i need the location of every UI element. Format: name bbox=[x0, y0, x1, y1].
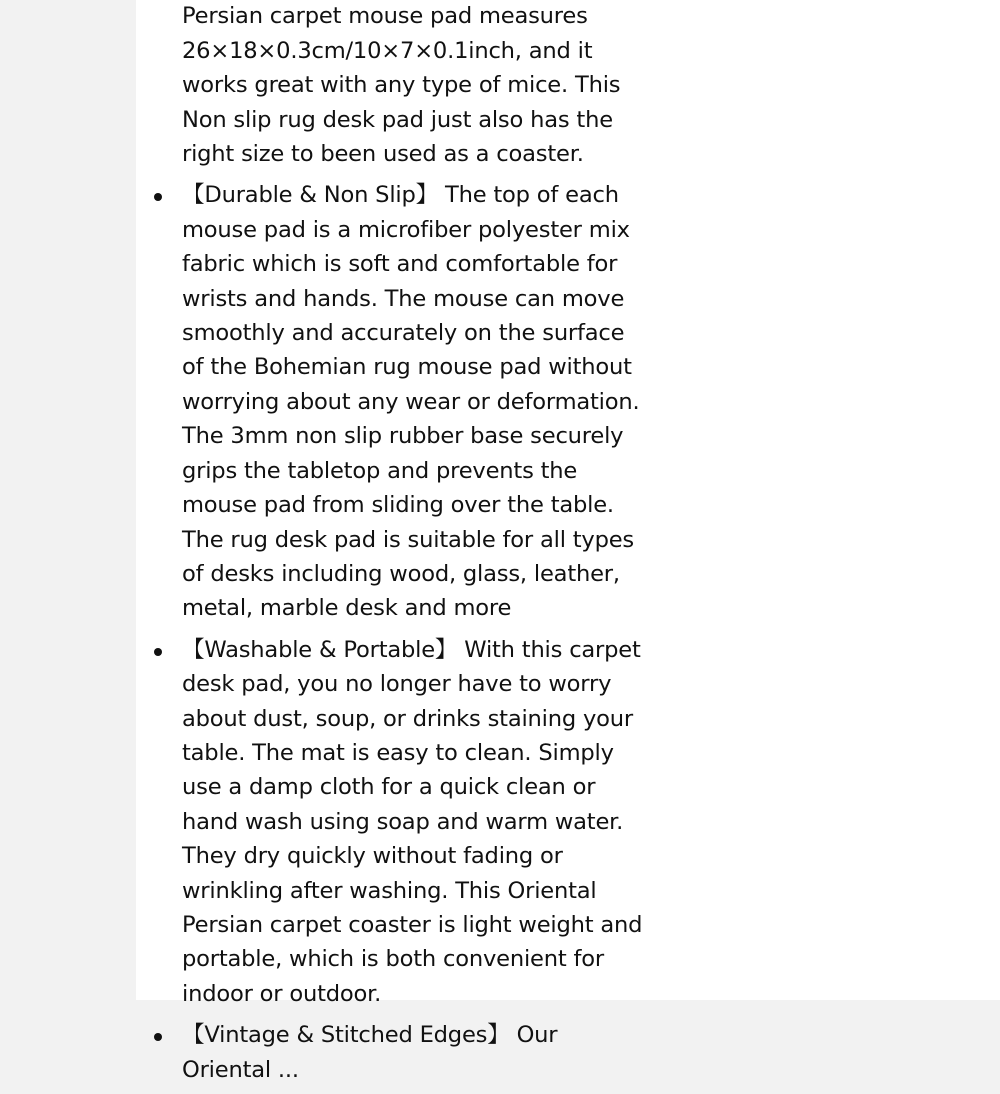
bullet-item-washable bbox=[150, 633, 650, 1011]
bullet-item-size bbox=[150, 0, 650, 171]
bullet-text: 【Durable & Non Slip】 The top of each mouse pad is a microfiber polyester mix fabric which is soft and comfortable for wrists and hands. The mouse can move smoothly and accurately on the surface of the Bohemian rug mouse pad without worrying about any wear or deformation. The 3mm non slip rubber base securely grips the tabletop and prevents the mouse pad from sliding over the table. The rug desk pad is suitable for all types of desks including wood, glass, leather, metal, marble desk and more bbox=[182, 182, 640, 622]
bullet-dot-icon bbox=[154, 193, 162, 201]
bullet-text: 【Washable & Portable】 With this carpet desk pad, you no longer have to worry about dust, soup, or drinks staining your table. The mat is easy to clean. Simply use a damp cloth for a quick clean or hand wash using soap and warm water. They dry quickly without fading or wrinkling after washing. This Oriental Persian carpet coaster is light weight and portable, which is both convenient for indoor or outdoor. bbox=[182, 636, 643, 1007]
bullet-dot-icon bbox=[154, 1033, 162, 1041]
bullet-dot-icon bbox=[154, 648, 162, 656]
bullet-text: Persian carpet mouse pad measures 26×18×0.3cm/10×7×0.1inch, and it works great with any type of mice. This Non slip rug desk pad just also has the right size to been used as a coaster. bbox=[182, 3, 621, 168]
product-feature-bullets bbox=[150, 0, 650, 1094]
bullet-item-vintage bbox=[150, 1018, 650, 1087]
bullet-item-durable bbox=[150, 178, 650, 625]
bullet-text: 【Vintage & Stitched Edges】 Our Oriental ... bbox=[182, 1022, 558, 1083]
